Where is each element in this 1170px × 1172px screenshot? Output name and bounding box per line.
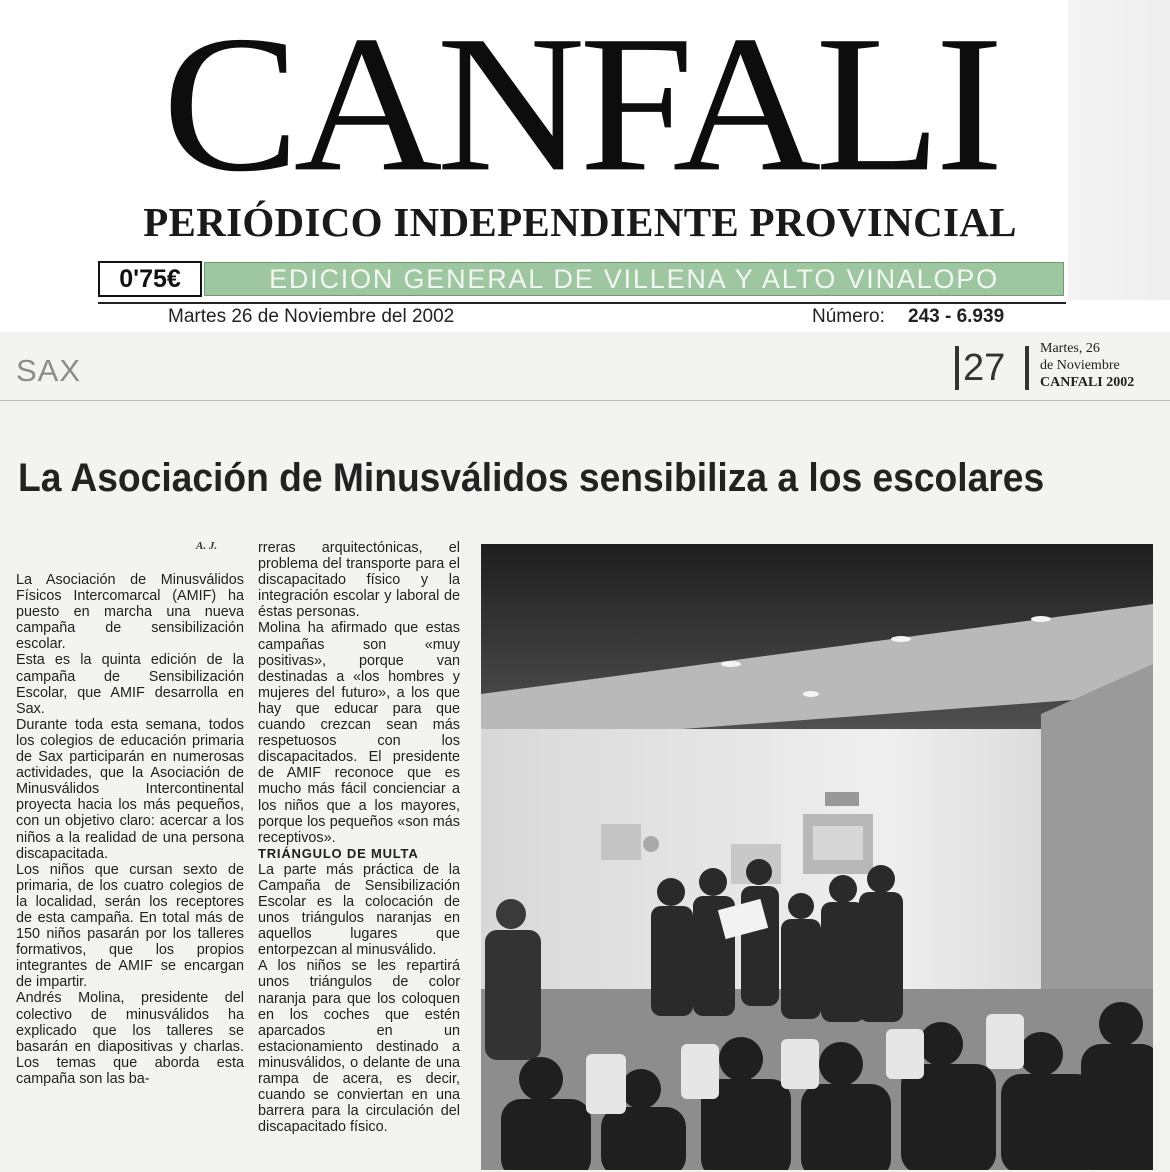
price-box: 0'75€	[98, 261, 202, 297]
page-date-line: CANFALI 2002	[1040, 375, 1135, 390]
bleed-through-text	[150, 354, 158, 388]
paragraph: Esta es la quinta edición de la campaña de Sensibilización Escolar, que AMIF desarrolla en Sax.	[16, 652, 244, 717]
issue-number: 243 - 6.939	[908, 306, 1005, 327]
page-number-bar-left	[955, 346, 959, 390]
issue-date: Martes 26 de Noviembre del 2002	[168, 306, 455, 327]
newspaper-page	[0, 332, 1170, 1172]
newspaper-title: CANFALI	[162, 0, 998, 213]
masthead-rule	[98, 302, 1066, 304]
section-label: SAX	[16, 353, 82, 388]
page-date-line: de Noviembre	[1040, 358, 1120, 373]
paragraph: La parte más práctica de la Campaña de Sensibilización Escolar es la colocación de unos triángulos naranjas en aquellos lugares que entorpezcan al minusválido.	[258, 861, 460, 959]
bleed-through-text	[10, 492, 33, 582]
page-date-line: Martes, 26	[1040, 341, 1100, 356]
article-column-2	[258, 540, 460, 1135]
page-number: 27	[963, 347, 1006, 389]
article-byline: A. J.	[196, 540, 218, 552]
paragraph: rreras arquitectónicas, el problema del transporte para el discapacitado físico y la integración escolar y laboral de éstas personas.	[258, 540, 460, 621]
paragraph: Los niños que cursan sexto de primaria, de los cuatro colegios de la localidad, serán los receptores de esta campaña. En total más de 150 niños pasarán por los talleres formativos, que los propios integrantes de AMIF se encargan de impartir.	[16, 861, 244, 991]
issue-number-label: Número:	[812, 306, 885, 327]
page-header-rule	[0, 400, 1170, 401]
article-column-1	[16, 572, 244, 1087]
paragraph: La Asociación de Minusválidos Físicos Intercomarcal (AMIF) ha puesto en marcha una nueva campaña de sensibilización escolar.	[16, 572, 244, 653]
article-headline: La Asociación de Minusválidos sensibiliza a los escolares	[18, 456, 1045, 500]
paragraph: Andrés Molina, presidente del colectivo de minusválidos ha explicado que los talleres se basarán en diapositivas y charlas. Los temas que aborda esta campaña son las ba-	[16, 990, 244, 1087]
edition-band: EDICION GENERAL DE VILLENA Y ALTO VINALOPO	[204, 262, 1064, 296]
paragraph: A los niños se les repartirá unos triángulos de color naranja para que los coloquen en los coches que estén aparcados en un estacionamiento destinado a minusválidos, o delante de una rampa de acera, es decir, cuando se conviertan en una barrera para la circulación del discapacitado físico.	[258, 958, 460, 1136]
page-number-bar-right	[1025, 346, 1029, 390]
adjacent-page-fragment	[1068, 0, 1170, 300]
paragraph: Molina ha afirmado que estas campañas son «muy positivas», porque van destinadas a «los hombres y mujeres del futuro», a los que hay que educar para que cuando crezcan sean más respetuosos con los discapacitados. El presidente de AMIF reconoce que es mucho más fácil concienciar a los niños que a los mayores, porque los pequeños «son más receptivos».	[258, 620, 460, 846]
classroom-photo-illustration	[481, 544, 1153, 1170]
article-subheading: TRIÁNGULO DE MULTA	[258, 845, 419, 861]
paragraph: Durante toda esta semana, todos los colegios de educación primaria de Sax participarán en numerosas actividades, que la Asociación de Minusválidos Intercontinental proyecta hacia los más pequeños, con un objetivo claro: acercar a los niños a la realidad de una persona discapacitada.	[16, 716, 244, 862]
article-photo	[481, 544, 1153, 1170]
newspaper-subtitle: PERIÓDICO INDEPENDIENTE PROVINCIAL	[143, 199, 1017, 245]
page-date-block	[1040, 340, 1160, 391]
masthead	[0, 0, 1170, 332]
